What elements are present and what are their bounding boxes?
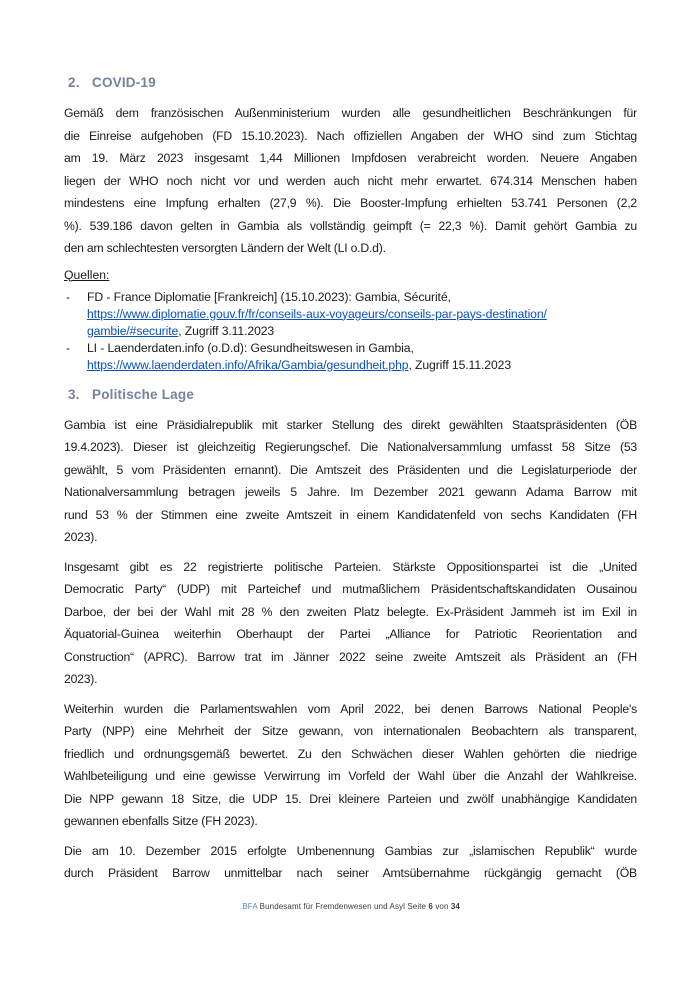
footer-org-name: Bundesamt für Fremdenwesen und Asyl	[259, 902, 406, 911]
source-access-date: , Zugriff 15.11.2023	[408, 357, 512, 372]
text-line: gewannen ebenfalls Sitze (FH 2023).	[64, 814, 258, 828]
section-covid	[64, 74, 637, 374]
footer-of-label: von	[435, 902, 449, 911]
page-footer	[0, 901, 700, 912]
text-line: Insgesamt gibt es 22 registrierte politische Parteien. Stärkste Oppositionspartei ist die „United	[64, 559, 637, 574]
section-number: 3.	[68, 386, 80, 402]
text-line: rund 53 % der Stimmen eine zweite Amtszeit in einem Kandidatenfeld von sechs Kandidaten (FH	[64, 507, 637, 522]
text-line: 2023).	[64, 530, 98, 544]
text-line: gewählt, 5 vom Präsidenten ernannt). Die Amtszeit des Präsidenten und die Legislaturperiode der	[64, 462, 637, 477]
footer-logo-dot: .	[240, 902, 243, 911]
text-line: durch Präsident Barrow unmittelbar nach seiner Amtsübernahme rückgängig gemacht (ÖB	[64, 866, 637, 880]
source-link-laenderdaten[interactable]: https://www.laenderdaten.info/Afrika/Gambia/gesundheit.php	[87, 357, 409, 372]
paragraph-parteien	[64, 556, 637, 691]
source-text: FD - France Diplomatie [Frankreich] (15.10.2023): Gambia, Sécurité,	[87, 289, 451, 304]
paragraph-covid	[64, 102, 637, 260]
list-dash: -	[66, 340, 70, 355]
source-body	[87, 289, 637, 340]
section-politische-lage	[64, 386, 637, 885]
footer-page-number: 6	[428, 902, 433, 911]
paragraph-parlamentswahlen	[64, 698, 637, 833]
text-line: Die am 10. Dezember 2015 erfolgte Umbenennung Gambias zur „islamischen Republik“ wurde	[64, 843, 637, 858]
text-line: 19.4.2023). Dieser ist gleichzeitig Regierungschef. Die Nationalversammlung umfasst 58 Sitze (53	[64, 440, 637, 454]
source-body	[87, 340, 637, 374]
footer-page-label: Seite	[407, 902, 427, 911]
section-heading-politische-lage	[64, 386, 637, 403]
source-link-diplomatie[interactable]: https://www.diplomatie.gouv.fr/fr/conseils-aux-voyageurs/conseils-par-pays-destination/	[87, 306, 547, 321]
text-line: %). 539.186 davon gelten in Gambia als vollständig geimpft (= 22,3 %). Damit gehört Gambia zu	[64, 218, 637, 233]
text-line: am 19. März 2023 insgesamt 1,44 Millionen Impfdosen verabreicht worden. Neuere Angaben	[64, 151, 637, 165]
text-line: Die NPP gewann 18 Sitze, die UDP 15. Drei kleinere Parteien und zwölf unabhängige Kandidaten	[64, 791, 637, 806]
text-line: Gemäß dem französischen Außenministerium wurden alle gesundheitlichen Beschränkungen für	[64, 106, 637, 120]
section-title: Politische Lage	[92, 386, 195, 402]
section-number: 2.	[68, 75, 80, 90]
source-item-fd	[64, 289, 637, 340]
section-title: COVID-19	[92, 75, 156, 90]
source-link-diplomatie-anchor[interactable]: gambie/#securite	[87, 323, 179, 338]
text-line: Wahlbeteiligung und eine gewisse Verwirrung im Vorfeld der Wahl über die Anzahl der Wahlkreise.	[64, 769, 637, 783]
paragraph-umbenennung	[64, 840, 637, 885]
text-line: Darboe, der bei der Wahl mit 28 % den zweiten Platz belegte. Ex-Präsident Jammeh ist im Exil in	[64, 604, 637, 619]
list-dash: -	[66, 289, 70, 304]
text-line: die Einreise aufgehoben (FD 15.10.2023). Nach offiziellen Angaben der WHO sind zum Stichtag	[64, 128, 637, 143]
text-line: Gambia ist eine Präsidialrepublik mit starker Stellung des direkt gewählten Staatspräsidenten (ÖB	[64, 417, 637, 432]
text-line: Construction“ (APRC). Barrow trat im Jänner 2022 seine zweite Amtszeit als Präsident an (FH	[64, 649, 637, 664]
source-list	[64, 289, 637, 374]
source-text: LI - Laenderdaten.info (o.D.d): Gesundheitswesen in Gambia,	[87, 340, 414, 355]
footer-page-total: 34	[450, 902, 460, 911]
footer-bfa-logo: BFA	[242, 902, 258, 911]
text-line: Äquatorial-Guinea weiterhin Oberhaupt der Partei „Alliance for Patriotic Reorientation and	[64, 627, 637, 641]
source-access-date: , Zugriff 3.11.2023	[178, 323, 275, 338]
text-line: Nationalversammlung betragen jeweils 5 Jahre. Im Dezember 2021 gewann Adama Barrow mit	[64, 485, 637, 499]
text-line: Party (NPP) eine Mehrheit der Sitze gewann, von internationalen Beobachtern als transparent,	[64, 724, 637, 738]
text-line: liegen der WHO noch nicht vor und werden auch nicht mehr erwartet. 674.314 Menschen haben	[64, 173, 637, 188]
text-line: den am schlechtesten versorgten Ländern der Welt (LI o.D.d).	[64, 241, 386, 255]
section-heading-covid	[64, 74, 637, 91]
source-item-li	[64, 340, 637, 374]
text-line: friedlich und ordnungsgemäß bewertet. Zu den Schwächen dieser Wahlen gehörten die niedrige	[64, 746, 637, 761]
text-line: 2023).	[64, 672, 98, 686]
sources-label: Quellen:	[64, 267, 110, 282]
text-line: Weiterhin wurden die Parlamentswahlen vom April 2022, bei denen Barrows National People's	[64, 701, 637, 716]
text-line: Democratic Party“ (UDP) mit Parteichef und mutmaßlichem Präsidentschaftskandidaten Ousainou	[64, 582, 637, 596]
text-line: mindestens eine Impfung erhalten (27,9 %). Die Booster-Impfung erhielten 53.741 Personen (2,2	[64, 196, 637, 210]
paragraph-praesidialrepublik	[64, 414, 637, 549]
